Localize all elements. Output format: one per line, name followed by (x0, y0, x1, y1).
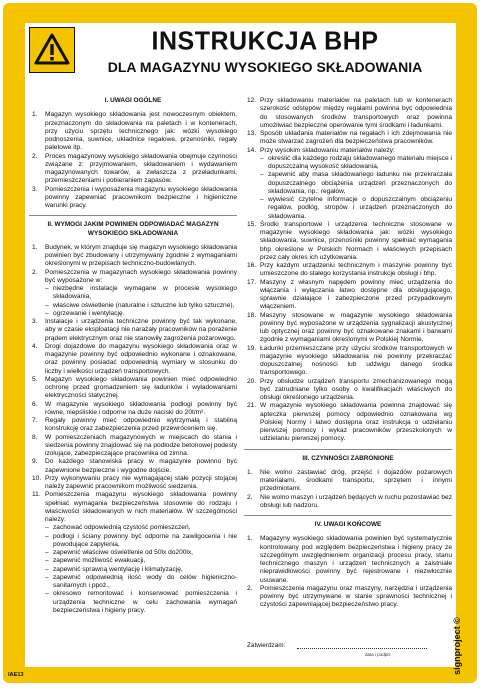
dash-bullet: – (45, 524, 49, 532)
sub-list-item (260, 196, 452, 221)
brand-logo (451, 603, 480, 693)
dash-bullet: – (260, 196, 264, 203)
item-text: Pomieszczenia magazynu wysokiego składowania powinny spełniać wymagania bezpieczeństwa stosownie do rodzaju i właściwości składowanych w nich materiałów. W szczególności należy: (45, 491, 237, 523)
list-item (244, 97, 452, 130)
sub-list (260, 155, 452, 221)
sub-list-item (45, 285, 237, 302)
item-text: Pomieszczenia w magazynach wysokiego składowania powinny być wyposażone w: (45, 268, 237, 284)
sub-list (45, 524, 237, 615)
sub-item-text: zapewnić odpowiednią ilość wody do celów higieniczno-sanitarnych i ppoż., (53, 573, 237, 589)
instruction-panel (25, 23, 462, 675)
item-number: 21. (247, 402, 257, 410)
item-text: Magazyn wysokiego składowania jest nowoczesnym obiektem, przeznaczonym do składowania na paletach i w kontenerach, przy użyciu sprzętu technicznego jak: wózki wysokiego podnoszenia, suwnice, układnice regałowe, przenośniki, regały paletowe itp. (45, 111, 237, 152)
sign-code: IAE13 (8, 672, 24, 678)
item-number: 4. (32, 342, 38, 350)
left-column (29, 97, 237, 615)
general-notes-list (29, 111, 237, 210)
page-title: INSTRUKCJA BHP (151, 26, 379, 56)
item-number: 17. (247, 278, 257, 286)
sub-item-text: niezbędne instalacje wymagane w procesie wysokiego składowania, (53, 285, 237, 301)
item-text: Do każdego stanowiska pracy w magazynie powinno być zapewnione bezpieczne i wygodne dojście. (45, 458, 237, 474)
section-heading-3: III. CZYNNOŚCI ZABRONIONE (244, 449, 452, 463)
approval-label: Zatwierdzam: (247, 642, 286, 649)
item-text: Pomieszczenia magazynu oraz maszyny, narzędzia i urządzenia powinny być utrzymywane w stanie sprawności technicznej i czystości zapewniającej bezpieczeństwo pracy. (260, 584, 452, 609)
item-number: 6. (32, 400, 38, 408)
list-item (244, 262, 452, 279)
dash-bullet: – (45, 565, 49, 573)
item-number: 7. (32, 417, 38, 424)
item-text: Przy składowaniu materiałów na paletach lub w kontenerach szerokość odstępów między regałami powinna być odpowiednia do stosowanych środków transportowych oraz powinna umożliwiać bezpieczne operowanie tymi środkami i ładunkami. (260, 97, 452, 129)
list-item (29, 111, 237, 152)
item-number: 1. (32, 243, 38, 251)
section-heading-4: IV. UWAGI KOŃCOWE (244, 515, 452, 529)
sub-list-item (45, 302, 237, 310)
section-heading-1: I. UWAGI OGÓLNE (104, 97, 162, 104)
item-text: Proces magazynowy wysokiego składowania obejmuje czynności związane z: przyjmowaniem, składowaniem i wydawaniem magazynowanych towarów, a zwłaszcza z przeładunkami, przemieszczeniami i pobieraniem zapasów. (45, 152, 237, 185)
dash-bullet: – (45, 532, 49, 540)
item-number: 19. (247, 344, 257, 352)
item-number: 18. (247, 311, 257, 319)
item-number: 12. (247, 97, 257, 104)
sub-list-item (45, 524, 237, 532)
list-item (244, 535, 452, 585)
item-text: Przy obsłudze urządzeń transportu zmechanizowanego mogą być zatrudniane tylko osoby o kwalifikacjach właściwych do obsługi określonego urządzenia. (260, 377, 452, 401)
list-item (244, 147, 452, 221)
item-text: W pomieszczeniach magazynowych w miejscach do stania i siedzenia powinny znajdować się na podłodze betonowej podesty izolujące, zabezpieczające pracownika od zimna. (45, 433, 237, 457)
list-item (29, 458, 237, 475)
sub-list-item (45, 566, 237, 574)
warning-sign (29, 27, 75, 73)
sub-item-text: zapewnić aby masa składowanego ładunku nie przekraczała dopuszczalnego obciążenia urządzeń przeznaczonych do składowania, np.: regałów, (268, 171, 452, 195)
item-number: 8. (32, 433, 38, 441)
list-item (244, 312, 452, 345)
warning-triangle-icon (34, 33, 70, 65)
sub-list-item (45, 549, 237, 557)
dash-bullet: – (45, 301, 49, 309)
sub-item-text: wywiesić czytelne informacje o dopuszczalnym obciążeniu regałów, podłóg, stropów i urządzeń przeznaczonych do składowania. (268, 196, 452, 220)
sub-item-text: właściwe oświetlenie (naturalne i sztuczne lub tylko sztuczne), (53, 301, 235, 309)
item-number: 2. (32, 268, 38, 276)
item-text: Drogi dojazdowe do magazynu wysokiego składowania oraz w magazynie powinny być odpowiednio wykonane i oznakowane, oraz powinny posiadać odpowiednią wymiary w stosunku do liczby i wielkości urządzeń transportowych. (45, 342, 237, 375)
signature-note: data i podpis (365, 652, 391, 657)
item-text: Środki transportowe i urządzenia techniczne stosowane w magazynie wysokiego składowania jak: wózki wysokiego składowania, suwnice, przenośniki powinny spełniać wymagania bhp określone w Polskich Normach i właściwych przepisach przez cały okres ich użytkowania. (260, 220, 452, 261)
sub-list-item (45, 557, 237, 565)
dash-bullet: – (45, 573, 49, 581)
item-text: Przy wysokim składowaniu materiałów należy: (260, 146, 395, 154)
item-number: 9. (32, 458, 38, 466)
list-item (244, 469, 452, 494)
final-notes-list (244, 535, 452, 609)
item-number: 13. (247, 130, 257, 137)
list-item (29, 434, 237, 459)
approval-row (247, 642, 437, 657)
right-column (244, 97, 452, 610)
list-item (244, 585, 452, 610)
list-item (244, 221, 452, 262)
list-item (29, 491, 237, 615)
sub-item-text: zapewnić właściwe oświetlenie od 50lx do200lx, (53, 549, 194, 556)
list-item (29, 153, 237, 186)
list-item (244, 279, 452, 312)
item-number: 16. (247, 262, 257, 269)
section-heading-2: II. WYMOGI JAKIM POWINIEN ODPOWIADAĆ MAGAZYN WYSOKIEGO SKŁADOWANIA (29, 215, 237, 238)
dash-bullet: – (45, 285, 49, 292)
item-number: 2. (247, 584, 253, 592)
page-subtitle: DLA MAGAZYNU WYSOKIEGO SKŁADOWANIA (107, 59, 423, 75)
item-number: 20. (247, 377, 257, 385)
sub-item-text: ogrzewanie i wentylację. (53, 309, 125, 317)
dash-bullet: – (260, 154, 264, 162)
sub-list-item (45, 574, 237, 591)
brand-text: signproject © (451, 617, 462, 675)
list-item (29, 186, 237, 211)
list-item (29, 376, 237, 401)
dash-bullet: – (45, 557, 49, 565)
item-text: Maszyny stosowane w magazynie wysokiego składowania powinny być wyposażone w urządzenia sygnalizacji akustycznej lub optycznej oraz powinny być oznakowane znakami i barwami zgodnie z wymaganiami określonymi w Polskiej Normie. (260, 311, 452, 344)
list-item (244, 378, 452, 403)
item-text: Magazyny wysokiego składowania powinien być systematycznie kontrolowany pod względem bezpieczeństwa i higieny pracy ze szczególnym uwzględnieniem organizacji procesu pracy, stanu technicznego maszyn i urządzeń technicznych a zaistniałe nieprawidłowości powinny być rejestrowane i niezwłocznie usuwane. (260, 535, 452, 584)
item-text: Instalacje i urządzenia techniczne powinny być tak wykonane, aby w czasie eksploatacji nie narażały pracowników na porażenie prądem elektrycznym oraz nie stanowiły zagrożenia pożarowego. (45, 318, 237, 342)
sub-item-text: zapewnić możliwość ewakuacji, (53, 557, 146, 565)
dash-bullet: – (45, 309, 49, 317)
list-item (29, 417, 237, 434)
item-number: 5. (32, 375, 38, 383)
item-number: 1. (247, 535, 253, 543)
list-item (244, 130, 452, 147)
item-text: Budynek, w którym znajduje się magazyn wysokiego składowania powinien być zbudowany i utrzymywany zgodnie z wymaganiami określonymi w przepisach techniczno-budowlanych. (45, 243, 237, 268)
list-item (29, 475, 237, 492)
item-text: Sposób układania materiałów na regałach i ich zdejmowania nie może stwarzać zagrożeń dla bezpieczeństwa pracowników. (260, 130, 452, 146)
sub-list (45, 285, 237, 318)
prohibited-actions-list (244, 469, 452, 510)
item-text: Ładunki przemieszczane przy użyciu środków transportowych w magazynie wysokiego składowania nie powinny przekraczać dopuszczalnej nośności lub udźwigu danego środka transportowego. (260, 344, 452, 377)
list-item (29, 269, 237, 319)
item-text: Przy wykonywaniu pracy nie wymagającej stałe pozycji stojącej należy zapewnić pracownikom możliwość siedzenia. (45, 474, 237, 490)
item-text: W magazynie wysokiego składowania powinna znajdować się apteczka pierwszej pomocy odpowiednio oznakowana wg Polskiej Normy i łatwo dostępna oraz instrukcja o udzielaniu pierwszej pomocy i wykaz pracowników przeszkolonych w udzielaniu pierwszej pomocy. (260, 402, 452, 443)
item-number: 11. (32, 491, 41, 499)
sub-list-item (45, 533, 237, 550)
list-item (244, 494, 452, 511)
item-number: 3. (32, 318, 38, 325)
item-number: 14. (247, 146, 257, 154)
sub-item-text: określić dla każdego rodzaju składowanego materiału miejsce i dopuszczalną wysokość składowania, (268, 154, 452, 170)
requirements-list-continued (244, 97, 452, 444)
sub-item-text: podłogi i ściany powinny być odporne na zawilgocenia i nie powodujące zapylenia, (53, 532, 237, 548)
item-text: W magazynie wysokiego składowania podłogi powinny być równe, niepśliskie i odporne na duże naciski do 20t/m². (45, 400, 237, 416)
dash-bullet: – (45, 590, 49, 598)
item-text: Nie wolno zastawiać dróg, przejść i dojazdów pożarowych materiałami, środkami transportu, sprzętem i innymi przedmiotami. (260, 468, 452, 493)
list-item (29, 318, 237, 343)
requirements-list (29, 244, 237, 615)
sub-item-text: okresowo remontować i konserwować pomieszczenia i urządzenia techniczne w celu zachowania wymagań bezpieczeństwa i higieny pracy. (53, 590, 237, 614)
list-item (244, 345, 452, 378)
item-text: Maszyny z własnym napędem powinny mieć urządzenia do włączania i wyłączania łatwo dostępne dla obsługującego, sprawnie działające i zabezpieczone przed przypadkowym włączeniem. (260, 278, 452, 311)
item-number: 15. (247, 220, 257, 228)
item-number: 2. (32, 152, 38, 160)
sub-item-text: zapewnić sprawną wentylację i klimatyzację, (53, 565, 183, 573)
item-text: Przy każdym urządzeniu technicznym i maszynie powinny być umieszczone do stałego korzystania instrukcje obsługi i bhp. (260, 262, 452, 278)
signature-line (297, 648, 427, 649)
item-text: Nie wolno maszyn i urządzeń będących w ruchu pozostawiać bez obsługi lub nadzoru. (260, 493, 452, 509)
sub-list-item (45, 310, 237, 318)
sign-frame (3, 3, 477, 683)
item-text: Magazyn wysokiego składowania powinien mieć odpowiednio ochronę przed gromadzeniem się ładunków i wyładowaniami elektryczności statycznej. (45, 375, 237, 400)
item-number: 10. (32, 474, 42, 482)
item-number: 1. (32, 111, 38, 119)
list-item (29, 401, 237, 418)
sub-item-text: zachować odpowiednią czystość pomieszczeń, (53, 524, 191, 532)
dash-bullet: – (45, 549, 49, 556)
list-item (29, 343, 237, 376)
item-number: 3. (32, 185, 38, 193)
dash-bullet: – (260, 171, 264, 179)
item-text: Regały powinny mieć odpowiednio wytrzymałą i stabilną konstrukcję oraz zabezpieczenia przed przewróceniem się. (45, 417, 237, 433)
sub-list-item (260, 171, 452, 196)
sub-list-item (45, 590, 237, 615)
sub-list-item (260, 155, 452, 172)
item-text: Pomieszczenia i wyposażenia magazynu wysokiego składowania powinny zapewniać pracownikom bezpieczne i higieniczne warunki pracy. (45, 185, 237, 209)
item-number: 1. (247, 468, 253, 476)
list-item (244, 402, 452, 443)
list-item (29, 244, 237, 269)
item-number: 2. (247, 493, 253, 501)
